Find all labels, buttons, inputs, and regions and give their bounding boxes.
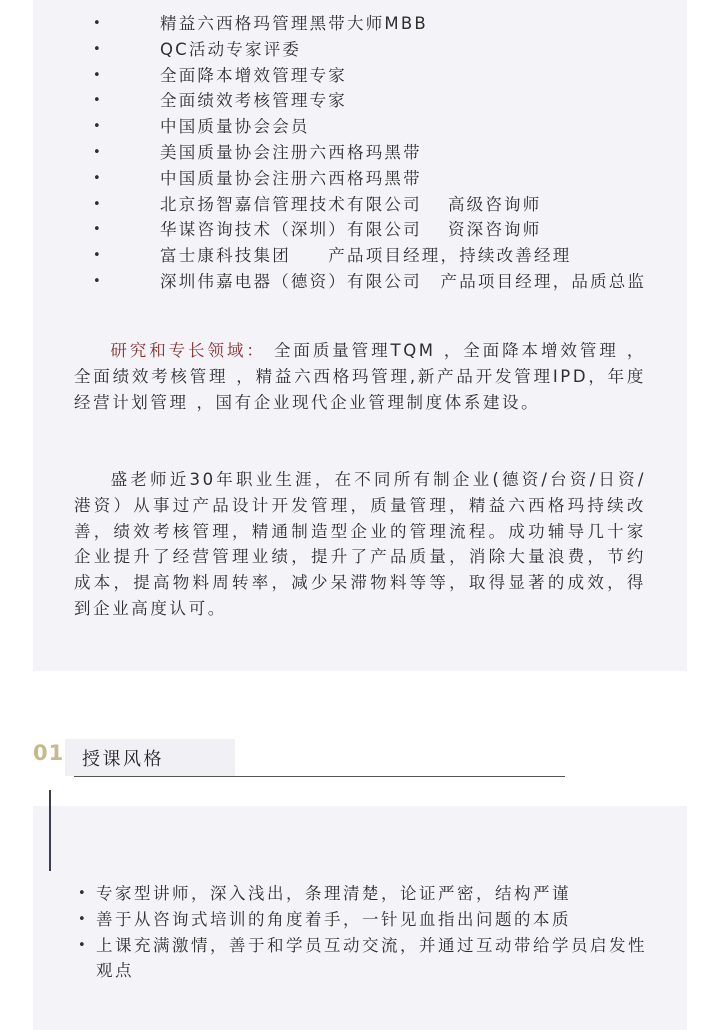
- list-item: • QC活动专家评委: [33, 37, 687, 63]
- list-item: • 中国质量协会注册六西格玛黑带: [33, 166, 687, 192]
- section-underline: [74, 776, 565, 777]
- bullet-icon: •: [93, 144, 103, 160]
- list-item: • 上课充满激情，善于和学员互动交流，并通过互动带给学员启发性观点: [74, 933, 654, 985]
- list-item: • 全面降本增效管理专家: [33, 63, 687, 89]
- list-item: • 华谋咨询技术（深圳）有限公司 资深咨询师: [33, 217, 687, 243]
- bullet-icon: •: [78, 937, 89, 953]
- bullet-icon: •: [93, 273, 103, 289]
- accent-bar: [49, 790, 51, 871]
- bullet-icon: •: [93, 248, 103, 264]
- career-text: 盛老师近30年职业生涯，在不同所有制企业(德资/台资/日资/港资）从事过产品设计开发管理，质量管理，精益六西格玛持续改善，绩效考核管理，精通制造型企业的管理流程。成功辅导几十家企业提升了经营管理业绩，提升了产品质量，消除大量浪费，节约成本，提高物料周转率，减少呆滞物料等等，取得显著的成效，得到企业高度认可。: [74, 470, 646, 618]
- list-item: • 深圳伟嘉电器（德资）有限公司 产品项目经理，品质总监: [33, 269, 687, 295]
- section-header: [33, 739, 593, 779]
- list-item: • 北京扬智嘉信管理技术有限公司 高级咨询师: [33, 192, 687, 218]
- bullet-icon: •: [93, 222, 103, 238]
- section-number: 01: [33, 741, 65, 765]
- bullet-icon: •: [93, 170, 103, 186]
- research-text: 全面质量管理TQM ，全面降本增效管理 ，全面绩效考核管理 ，精益六西格玛管理,新产品开发管理IPD，年度经营计划管理 ，国有企业现代企业管理制度体系建设。: [74, 341, 646, 412]
- career-paragraph: [74, 467, 646, 622]
- list-item: • 美国质量协会注册六西格玛黑带: [33, 140, 687, 166]
- section-title: 授课风格: [82, 749, 164, 770]
- bullet-icon: •: [93, 67, 103, 83]
- list-item: • 全面绩效考核管理专家: [33, 88, 687, 114]
- trainer-profile-card: [33, 0, 687, 671]
- bullet-icon: •: [93, 119, 103, 135]
- teaching-style-card: [33, 806, 687, 1030]
- list-item: • 中国质量协会会员: [33, 114, 687, 140]
- research-label: 研究和专长领域：: [110, 341, 266, 360]
- research-paragraph: [74, 338, 646, 415]
- list-item: • 专家型讲师，深入浅出，条理清楚，论证严密，结构严谨: [74, 881, 654, 907]
- bullet-icon: •: [93, 93, 103, 109]
- bullet-icon: •: [93, 41, 103, 57]
- bullet-icon: •: [78, 911, 89, 927]
- bullet-icon: •: [93, 16, 103, 31]
- list-item: • 善于从咨询式培训的角度着手，一针见血指出问题的本质: [74, 907, 654, 933]
- credentials-list: [33, 11, 687, 295]
- list-item: • 精益六西格玛管理黑带大师MBB: [33, 11, 687, 37]
- bullet-icon: •: [78, 886, 89, 901]
- list-item: • 富士康科技集团 产品项目经理，持续改善经理: [33, 243, 687, 269]
- teaching-style-list: [74, 881, 654, 984]
- bullet-icon: •: [93, 196, 103, 212]
